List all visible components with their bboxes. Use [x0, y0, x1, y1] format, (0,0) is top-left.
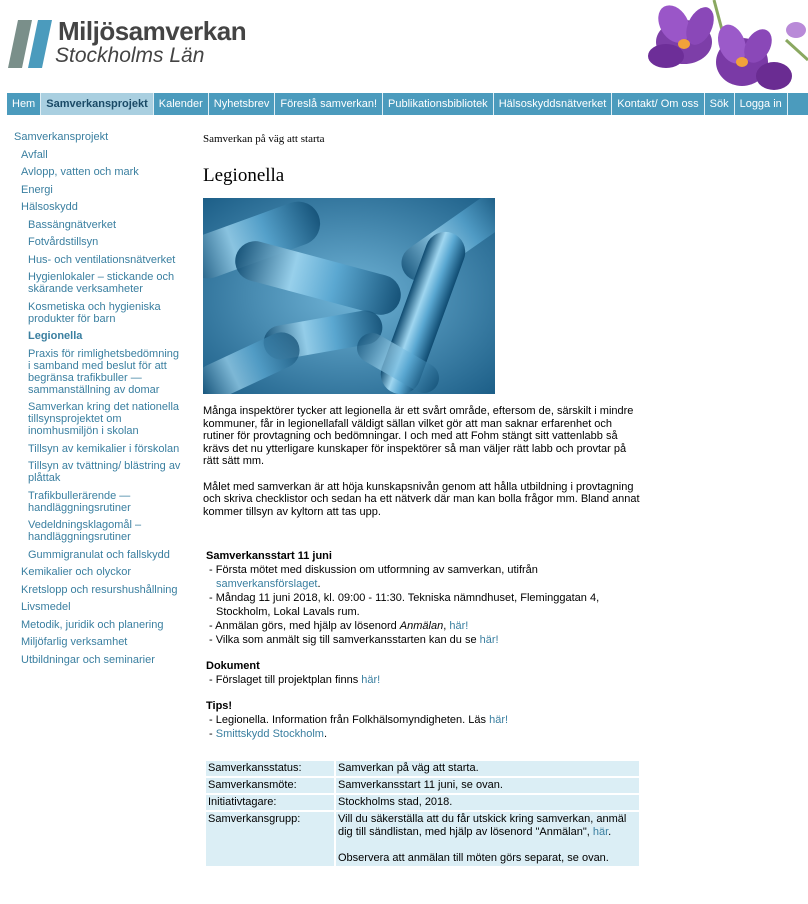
intro-paragraph: Många inspektörer tycker att legionella är ett svårt område, eftersom de, särskilt i mindre kommuner, får in legionellafall väldigt sällan vilket gör att man saknar erfarenhet och rutiner för provtagning och bedömningar. I och med att Fohm stängt sitt vattenlabb så krävs det nu ytterligare kunskaper för inspektörer så man väljer rätt labb och provtar på rätt sätt mm. [203, 405, 634, 467]
sidebar-item-energi[interactable]: Energi [21, 183, 53, 196]
sidebar-item-utbildningar[interactable]: Utbildningar och seminarier [21, 653, 155, 666]
nav-halsoskyddsnatverket[interactable]: Hälsoskyddsnätverket [494, 93, 613, 115]
sidebar-item-plattak[interactable]: Tillsyn av tvättning/ blästring av plåttak [28, 460, 181, 484]
sidebar-item-livsmedel[interactable]: Livsmedel [21, 601, 71, 613]
nav-nyhetsbrev[interactable]: Nyhetsbrev [209, 93, 276, 115]
start-list [206, 563, 643, 647]
sidebar-item-halsoskydd[interactable]: Hälsoskydd [21, 201, 78, 213]
sidebar-item-inomhusmiljo[interactable]: Samverkan kring det nationella tillsynsprojektet om inomhusmiljön i skolan [28, 401, 180, 437]
folkhalsomyndigheten-link[interactable]: här! [489, 714, 509, 726]
list-item: - Vilka som anmält sig till samverkansstarten kan du se här! [206, 633, 643, 647]
sandlista-link[interactable]: här [592, 826, 609, 838]
status-crumb: Samverkan på väg att starta [203, 133, 325, 145]
nav-home[interactable]: Hem [7, 93, 41, 115]
table-row [206, 761, 639, 776]
table-row [206, 795, 639, 810]
sidebar-item-avlopp[interactable]: Avlopp, vatten och mark [21, 166, 139, 178]
initiativtagare-label: Initiativtagare: [206, 795, 334, 810]
sidebar-item-samverkansprojekt[interactable]: Samverkansprojekt [14, 131, 109, 143]
sidebar-item-legionella[interactable]: Legionella [28, 330, 83, 342]
list-item: - Förslaget till projektplan finns här! [206, 673, 643, 687]
nav-foresla-samverkan[interactable]: Föreslå samverkan! [275, 93, 383, 115]
sidebar-item-gummigranulat[interactable]: Gummigranulat och fallskydd [28, 548, 170, 561]
sidebar-item-vedeldning[interactable]: Vedeldningsklagomål – handläggningsrutiner [28, 519, 142, 543]
table-row [206, 812, 639, 866]
nav-publikationsbibliotek[interactable]: Publikationsbibliotek [383, 93, 494, 115]
nav-logga-in[interactable]: Logga in [735, 93, 788, 115]
sidebar-item-kretslopp[interactable]: Kretslopp och resurshushållning [21, 583, 178, 596]
status-table [204, 759, 641, 868]
logo-icon[interactable] [8, 20, 54, 68]
list-item: - Smittskydd Stockholm. [206, 727, 643, 741]
list-item: - Måndag 11 juni 2018, kl. 09:00 - 11:30. Tekniska nämndhuset, Fleminggatan 4, Stockholm, Lokal Lavals rum. [206, 591, 643, 619]
sidebar-item-hygienlokaler[interactable]: Hygienlokaler – stickande och skärande verksamheter [28, 271, 175, 295]
list-item: - Anmälan görs, med hjälp av lösenord Anmälan, här! [206, 619, 643, 633]
tips-list [206, 713, 643, 741]
sidebar-item-miljofarlig[interactable]: Miljöfarlig verksamhet [21, 636, 128, 648]
sidebar-menu [14, 131, 184, 671]
mote-value: Samverkansstart 11 juni, se ovan. [336, 778, 639, 793]
goal-paragraph: Målet med samverkan är att höja kunskapsnivån genom att hålla utbildning i provtagning och skriva checklistor och sedan ha ett nätverk där man kan bolla frågor mm. Bland annat kommer tillsyn av kyltorn att tas upp. [203, 480, 640, 518]
sidebar-item-avfall[interactable]: Avfall [21, 148, 48, 161]
main-navigation [7, 93, 808, 115]
site-title[interactable]: Miljösamverkan [58, 16, 247, 46]
sidebar-item-trafikbuller[interactable]: Trafikbullerärende — handläggningsrutiner [28, 489, 131, 514]
samverkansforslaget-link[interactable]: samverkansförslaget [216, 578, 318, 590]
tips-heading: Tips! [206, 700, 233, 712]
info-section [206, 549, 643, 753]
nav-kontakt[interactable]: Kontakt/ Om oss [612, 93, 704, 115]
initiativtagare-value: Stockholms stad, 2018. [336, 795, 639, 810]
main-content [203, 131, 643, 864]
list-item: - Första mötet med diskussion om utformning av samverkan, utifrån samverkansförslaget. [206, 563, 643, 591]
dokument-heading: Dokument [206, 660, 260, 672]
site-subtitle: Stockholms Län [55, 44, 205, 67]
nav-kalender[interactable]: Kalender [154, 93, 209, 115]
status-value: Samverkan på väg att starta. [336, 761, 639, 776]
sidebar-item-metodik[interactable]: Metodik, juridik och planering [21, 618, 164, 631]
sidebar-item-kemikalier-olyckor[interactable]: Kemikalier och olyckor [21, 566, 132, 578]
intro-text [203, 405, 643, 531]
anmalan-link[interactable]: här! [449, 620, 469, 632]
site-header [0, 0, 808, 92]
nav-samverkansprojekt[interactable]: Samverkansprojekt [41, 93, 154, 115]
table-row [206, 778, 639, 793]
list-item: - Legionella. Information från Folkhälsomyndigheten. Läs här! [206, 713, 643, 727]
sidebar-item-hus-ventilation[interactable]: Hus- och ventilationsnätverket [28, 253, 176, 266]
grupp-value: Vill du säkerställa att du får utskick kring samverkan, anmäl dig till sändlistan, med hjälp av lösenord "Anmälan", här. Observera att anmälan till möten görs separat, se ovan. [336, 812, 639, 866]
sidebar-item-bassangnatverket[interactable]: Bassängnätverket [28, 218, 117, 231]
dokument-list [206, 673, 643, 687]
sidebar-item-fotvardstillsyn[interactable]: Fotvårdstillsyn [28, 236, 99, 248]
projektplan-link[interactable]: här! [361, 674, 381, 686]
page-title: Legionella [203, 165, 285, 186]
sidebar-item-kemikalier-forskolan[interactable]: Tillsyn av kemikalier i förskolan [28, 442, 180, 455]
legionella-bacteria-image [203, 198, 495, 394]
nav-sok[interactable]: Sök [705, 93, 735, 115]
smittskydd-link[interactable]: Smittskydd Stockholm [215, 728, 324, 740]
start-heading: Samverkansstart 11 juni [206, 550, 332, 562]
crocus-flowers-image [636, 0, 808, 92]
status-label: Samverkansstatus: [206, 761, 334, 776]
anmalda-link[interactable]: här! [479, 634, 499, 646]
grupp-label: Samverkansgrupp: [206, 812, 334, 866]
sidebar-item-kosmetiska[interactable]: Kosmetiska och hygieniska produkter för barn [28, 300, 161, 325]
mote-label: Samverkansmöte: [206, 778, 334, 793]
sidebar-item-praxis[interactable]: Praxis för rimlighetsbedömning i samband med beslut för att begränsa trafikbuller — sammanställning av domar [28, 347, 180, 396]
